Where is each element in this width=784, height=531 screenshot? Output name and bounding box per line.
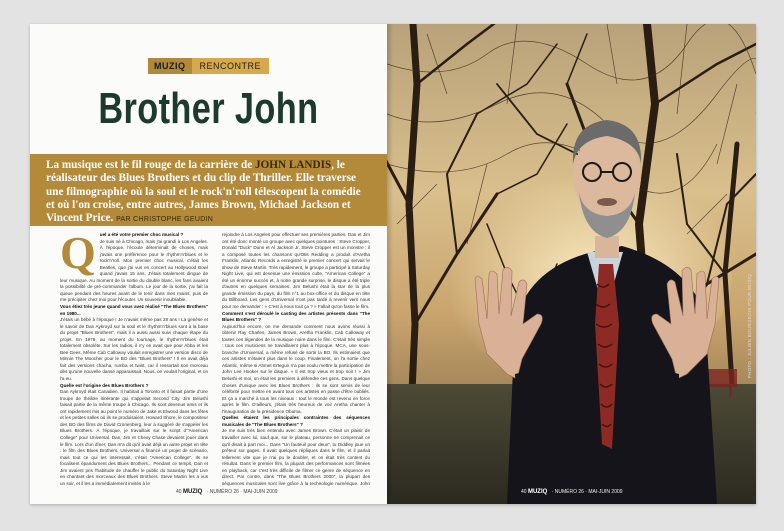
drop-cap: Q	[60, 232, 96, 278]
body-column-2	[222, 232, 370, 487]
folio-page-number: 40	[176, 489, 182, 495]
interview-question: Vous étiez très jeune quand vous avez réalisé "The Blues Brothers" en 1980...	[60, 304, 208, 316]
interview-question: Comment s'est déroulé le casting des artistes présents dans "The Blues Brothers" ?	[222, 310, 370, 323]
interview-question: Quelle est l'origine des Blues Brothers ?	[60, 382, 149, 388]
left-page	[30, 24, 387, 504]
interview-question: uel a été votre premier choc musical ?	[99, 232, 184, 237]
interview-answer: Je me suis très bien entendu avec James Brown. C'était un plaisir de travailler avec lui, sauf que, sur le plateau, personne ne comprenait ce qu'il disait à part moi... Dans "Un fauteuil pour deux", tu Diddley joue un prêteur sur gages. Il avait quelques répliques dans le film, et il parlait tellement vite que je n'ai pu le doubler, et on était très content du résultat. Dans le premier film, la plupart des performances sont filmées en playback, car c'est très difficile de filmer ce genre de séquence en direct. Par contre, dans "The Blues Brothers 2000", la plupart des séquences musicales sont live grâce à la technologie numérique. John	[222, 428, 370, 486]
spine-shadow	[387, 24, 393, 504]
portrait-photo	[387, 24, 756, 504]
interview-answer: J'étais un bébé à l'époque ! Je n'avais même pas 28 ans ! La genèse et le savoir de Dan Aykroyd sur la soul et le rhythm'n'blues sont à la base du projet "Blues Brothers", mais il a aussi aussi suivi chaque étape du projet. En 1979, au moment du tournage, le rhythm'n'blues était totalement obsolète. Sur les radios, il n'y en avait que pour Abba et les Bee Gees. Même Cab Calloway voulait enregistrer une version disco de Minnie The Moocher pour le BO des "Blues Brothers" ! Il en avait déjà fait des versions chacha, rumba et twist, car il ressortait son morceau dès qu'une nouvelle danse apparaissait. Nous, on voulait l'original, et on l'a eu.	[60, 317, 208, 382]
folio-magazine: MUZIQ	[182, 489, 203, 495]
interview-answer: Aujourd'hui encore, on me demande comment nous avons réussi à obtenir Ray Charles, James Brown, Aretha Franklin, Cab Calloway et toutes ces légendes de la musique noire dans le film. C'était très simple : tous ces musiciens ne travaillaient plus à l'époque. MCA, une sous-branche d'Universal, a même refusé de sortir la BO. Ils estimaient que ces artistes n'étaient plus dans le coup. Finalement, on l'a sortie chez Atlantic, même si Ahmet Ertegun n'a pas voulu mettre la participation de John Lee Hooker sur le disque. « Il est trop vieux et trop noir ! » Jim Belushi et moi, on était les premiers à défendre ces gens. Dans quelque choses d'unique avec les Blues Brothers : ils se sont servis de leur célébrité pour mettre en avant tous ces artistes en passe d'être oubliés. Et ça a marché à tous les niveaux : tout le monde est revenu en force après le film. D'ailleurs, j'étais très heureux de voir Aretha chanter à l'inauguration de la présidence Obama.	[222, 323, 370, 414]
folio-right	[521, 489, 623, 495]
folio-issue: · NUMÉRO 26 · MAI-JUIN 2009	[206, 489, 278, 495]
column-2-text	[222, 232, 370, 487]
interview-answer: rejoindre à Los Angeles pour effectuer ses premières parties. Dan et Jim ont été donc monté un groupe avec quelques pointures : Steve Cropper, Donald "Duck" Dunn et Al Jackson Jr. Steve Cropper est un monstre : il a composé toutes les chansons qu'Otis Redding a produit d'Aretha Franklin, Atlantic Records a enregistré le premier concert qui servait le show de Steve Martin. Très rapidement, le groupe a participé à Saturday Night Live, qui est devenue une émission culte. "American College" a été un énorme succès et, à notre grande surprise, le disque a été triple d'autres en quelques semaines. Jim Belushi était la star de la plus grande émission du pays, du film n°1 au box-office et du disque en tête du Billboard. Les gens d'Universal n'ont pas tardé à revenir vers nous pour me demander : « C'est à nous tout ça ? » Fallait qu'on fasse le film.	[222, 232, 370, 310]
interview-question: Quelles étaient les principales contraintes des séquences musicales de "The Blues Brothers" ?	[222, 415, 370, 427]
photo-credit: PHOTO : JULIEN BOURGEOIS POUR MUZIQ	[747, 274, 752, 379]
standfirst-text	[30, 154, 387, 226]
interview-answer: Je suis né à Chicago, mais j'ai grandi à Los Angeles. À l'époque, l'écoute déterminait de choses, mais j'avais une préférence pour le rhythm'n'blues et le rock'n'roll. Mon premier choc musical, c'était les Beatles, que j'ai vus en concert au Hollywood Bowl quand j'avais 15 ans. J'étais totalement dingue de leur musique. Au moment de la sortie du double blanc, les fans avaient la possibilité de pré-commander l'album. Le jour de la sortie, j'ai fait la queue pendant des heures avant de le tenir dans mes mains, puis de me précipiter chez moi pour l'écouter. Un souvenir inoubliable.	[60, 238, 208, 303]
folio-left	[176, 489, 278, 495]
body-column-1	[60, 232, 208, 487]
byline: PAR CHRISTOPHE GEUDIN	[116, 216, 214, 224]
magazine-spread	[30, 24, 756, 504]
rubric-label: RENCONTRE	[192, 58, 270, 74]
standfirst-name: JOHN LANDIS	[255, 159, 332, 171]
folio-page-number-right: 40	[521, 489, 527, 495]
section-label: MUZIQ	[148, 58, 192, 74]
folio-issue-right: · NUMÉRO 26 · MAI-JUIN 2009	[551, 489, 623, 495]
standfirst-lead: La musique est le fil rouge de la carrière de	[46, 159, 256, 171]
interview-answer: Dan Aykroyd était Canadien. Il habitait à Toronto et il faisait partie d'une troupe de théâtre itinérante qui s'appelait Second City. Jim Belushi faisait partie de la même troupe à Chicago. Ils sont devenus amis et ils ont rapidement mis au point le numéro de Jake et Elwood dans les fêtes et les petites salles où ils se produisaient. Howard Shore, le compositeur des BO des films de David Cronenberg, leur a suggéré de s'appeler les Blues Brothers. À l'époque, je travaillais sur le script d'"American College" pour Universal. Dan, Jim et Chevy Chase devaient jouer dans le film. Lors d'un dîner, Dan m'a dit qu'il avait déjà un autre projet en tête : le film des Blues Brothers. Universal a financé un projet de scénario, mais tout ce qui les intéressait, c'était "American College". Ils se focalisent épandument des Blues Brothers... Pendant ce temps, Dan et Jim avaient pris l'habitude de chauffer le public du Saturday Night Live en chantant des morceaux des Blues Brothers. Steve Martin les a vus un soir, et il les a immédiatement invités à le	[60, 389, 208, 486]
section-kicker	[148, 58, 269, 74]
article-body	[60, 232, 380, 487]
right-page-photo	[387, 24, 756, 504]
folio-magazine-right: MUZIQ	[527, 489, 548, 495]
article-title: Brother John	[98, 84, 319, 133]
standfirst-rest: , le réalisateur des Blues Brothers et du clip de Thriller. Elle traverse une filmographie où la soul et le rock'n'roll télescopent la comédie et où l'on croise, entre autres, James Brown, Michael Jackson et Vincent Price.	[46, 159, 361, 225]
standfirst-band	[30, 154, 387, 226]
